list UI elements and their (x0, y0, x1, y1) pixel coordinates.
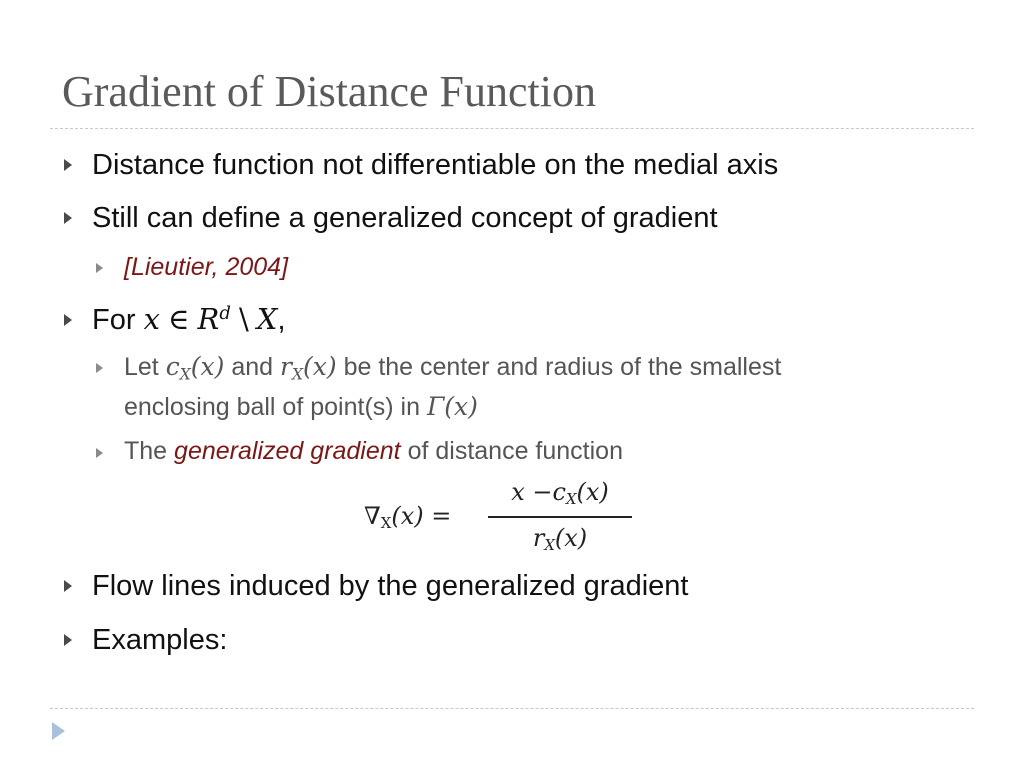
den-subscript: X (544, 536, 555, 555)
bullet-3-text (92, 302, 286, 337)
bullet-arrow-icon (64, 314, 72, 326)
bullet-4-text: Flow lines induced by the generalized gradient (92, 570, 689, 602)
bullet-5-text: Examples: (92, 624, 228, 656)
num-arg: (x) (576, 478, 609, 506)
emphasis-term: generalized gradient (174, 437, 401, 465)
math-arg: (x) (190, 352, 225, 381)
formula-denominator (488, 524, 632, 554)
math-X: X (256, 302, 278, 336)
formula-numerator (488, 478, 632, 508)
math-var-x: x (143, 302, 160, 336)
math-r: r (280, 352, 292, 381)
next-slide-arrow-icon[interactable] (52, 722, 65, 740)
bullet-1-text: Distance function not differentiable on the medial axis (92, 149, 779, 181)
num-x: x (511, 478, 525, 506)
formula-arg: (x) (391, 502, 424, 530)
fraction-bar (488, 516, 632, 518)
den-arg: (x) (554, 524, 588, 552)
sub-bullet-arrow-icon (96, 263, 103, 273)
bullet-2-text: Still can define a generalized concept of gradient (92, 202, 718, 234)
page-title: Gradient of Distance Function (62, 67, 596, 116)
citation-reference: [Lieutier, 2004] (124, 253, 289, 281)
math-subscript-X: X (179, 365, 191, 384)
sub-bullet-rest-text: enclosing ball of point(s) in (124, 393, 420, 421)
den-r: r (532, 524, 545, 552)
math-superscript-d: d (219, 303, 231, 325)
math-subscript-X: X (291, 365, 304, 384)
sub-bullet-rest-text: of distance function (407, 437, 623, 465)
bullet-arrow-icon (64, 212, 72, 224)
bullet-arrow-icon (64, 580, 72, 592)
bullet-arrow-icon (64, 634, 72, 646)
math-setminus: \ (238, 302, 249, 336)
sub-bullet-arrow-icon (96, 363, 103, 373)
math-arg: (x) (303, 352, 337, 381)
sub-bullet-let-line1 (124, 352, 781, 383)
equals-sign: = (431, 502, 452, 530)
math-R: R (197, 302, 220, 336)
sub-bullet-gradient (124, 437, 623, 466)
nabla-subscript: X (380, 514, 392, 533)
let-word: Let (124, 353, 159, 381)
bullet-arrow-icon (64, 159, 72, 171)
formula-lhs (364, 502, 451, 532)
num-c: c (552, 478, 566, 506)
sub-bullet-let-line2 (124, 392, 478, 422)
title-divider (50, 128, 974, 129)
math-in-symbol: ∈ (167, 302, 190, 336)
and-word: and (231, 353, 274, 381)
math-gamma: Γ(x) (426, 392, 478, 421)
sub-bullet-rest-text: be the center and radius of the smallest (343, 353, 782, 381)
nabla-symbol: ∇ (364, 502, 381, 530)
num-subscript: X (565, 490, 577, 509)
the-word: The (124, 437, 168, 465)
footer-divider (50, 708, 974, 709)
math-c: c (165, 352, 180, 381)
bullet-3-word: For (92, 304, 136, 336)
num-minus: − (532, 478, 553, 506)
sub-bullet-arrow-icon (96, 448, 103, 458)
math-comma: , (277, 304, 286, 336)
